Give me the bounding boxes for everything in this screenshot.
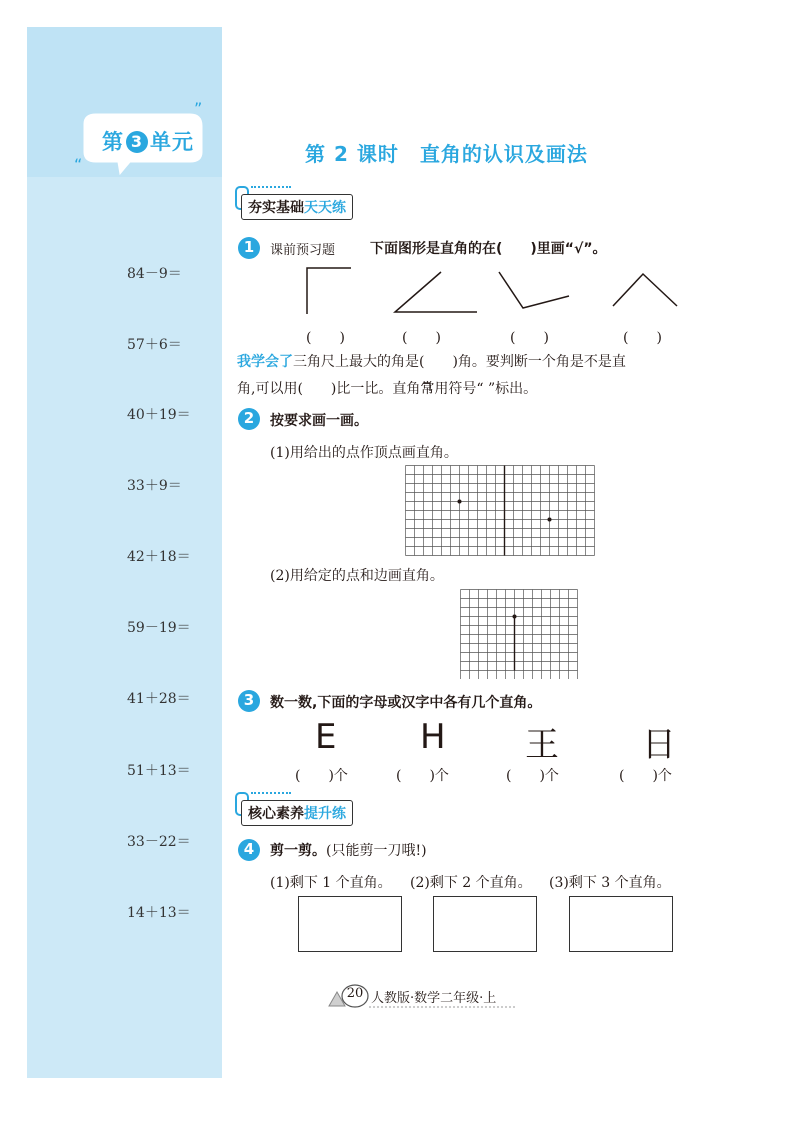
sidebar <box>27 27 222 1078</box>
answer-blank[interactable]: ( )个 <box>295 768 348 784</box>
q4-sub2: (2)剩下 2 个直角。 <box>410 875 532 891</box>
page-number: 20 <box>346 986 364 1001</box>
side-exercise: 57＋6＝ <box>127 337 182 353</box>
svg-text:”: ” <box>194 100 203 118</box>
dots-decoration <box>251 186 291 192</box>
answer-blank[interactable]: ( ) <box>510 330 549 346</box>
letter-E: E <box>315 717 337 757</box>
question-number-badge: 4 <box>237 838 261 862</box>
angle-figure-4 <box>613 274 677 306</box>
given-point <box>548 518 552 522</box>
dots-decoration <box>251 792 291 798</box>
unit-label: 第 3 单元 <box>102 130 194 154</box>
dot-grid-2[interactable] <box>460 589 578 679</box>
unit-number: 3 <box>126 131 148 153</box>
side-exercise: 40＋19＝ <box>127 407 191 423</box>
q1-tag: 课前预习题 <box>270 243 336 258</box>
side-exercise: 59－19＝ <box>127 620 191 636</box>
side-exercise: 14＋13＝ <box>127 905 191 921</box>
learned-line-2: 角,可以用( )比一比。直角常用符号“ ”标出。 <box>237 381 538 397</box>
svg-text:“: “ <box>74 155 83 174</box>
learned-line-1: 我学会了三角尺上最大的角是( )角。要判断一个角是不是直 <box>237 354 626 370</box>
question-number-badge: 3 <box>237 689 261 713</box>
answer-blank[interactable]: ( )个 <box>506 768 559 784</box>
unit-badge <box>70 100 210 178</box>
given-point <box>458 500 462 504</box>
section-label: 夯实基础天天练 <box>241 194 353 220</box>
side-exercise: 41＋28＝ <box>127 691 191 707</box>
section-header-core <box>237 792 397 822</box>
given-point <box>513 615 517 619</box>
q4-sub1: (1)剩下 1 个直角。 <box>270 875 392 891</box>
q4-sub3: (3)剩下 3 个直角。 <box>549 875 671 891</box>
q2-sub1: (1)用给出的点作顶点画直角。 <box>270 445 458 461</box>
letter-H: H <box>420 717 446 757</box>
section-header-basic <box>237 186 397 216</box>
char-wang: 王 <box>525 725 559 765</box>
answer-blank[interactable]: ( )个 <box>396 768 449 784</box>
q2-text: 按要求画一画。 <box>270 413 368 429</box>
lesson-title: 第 2 课时 直角的认识及画法 <box>305 142 588 166</box>
cut-rectangle-3[interactable] <box>569 896 673 952</box>
angle-figure-3 <box>499 272 569 308</box>
answer-blank[interactable]: ( ) <box>402 330 441 346</box>
footer-text: 人教版·数学二年级·上 <box>371 991 497 1006</box>
cut-rectangle-1[interactable] <box>298 896 402 952</box>
cut-rectangle-2[interactable] <box>433 896 537 952</box>
section-label: 核心素养提升练 <box>241 800 353 826</box>
q2-sub2: (2)用给定的点和边画直角。 <box>270 568 444 584</box>
answer-blank[interactable]: ( ) <box>623 330 662 346</box>
q1-text: 下面图形是直角的在( )里画“√”。 <box>370 241 607 257</box>
q4-text: 剪一剪。(只能剪一刀哦!) <box>270 843 427 859</box>
angle-figure-1 <box>307 268 351 314</box>
angle-figures <box>295 262 695 322</box>
side-exercise: 84－9＝ <box>127 266 182 282</box>
side-exercise: 33＋9＝ <box>127 478 182 494</box>
question-number-badge: 2 <box>237 407 261 431</box>
side-exercise: 33－22＝ <box>127 834 191 850</box>
char-ri: 日 <box>642 725 676 765</box>
side-exercise: 42＋18＝ <box>127 549 191 565</box>
question-number-badge: 1 <box>237 236 261 260</box>
answer-blank[interactable]: ( )个 <box>619 768 672 784</box>
angle-figure-2 <box>395 272 477 312</box>
answer-blank[interactable]: ( ) <box>306 330 345 346</box>
right-angle-symbol-icon <box>422 381 432 393</box>
side-exercise: 51＋13＝ <box>127 763 191 779</box>
dot-grid-1[interactable] <box>405 465 599 557</box>
page-footer <box>325 982 525 1012</box>
q3-text: 数一数,下面的字母或汉字中各有几个直角。 <box>270 695 542 711</box>
